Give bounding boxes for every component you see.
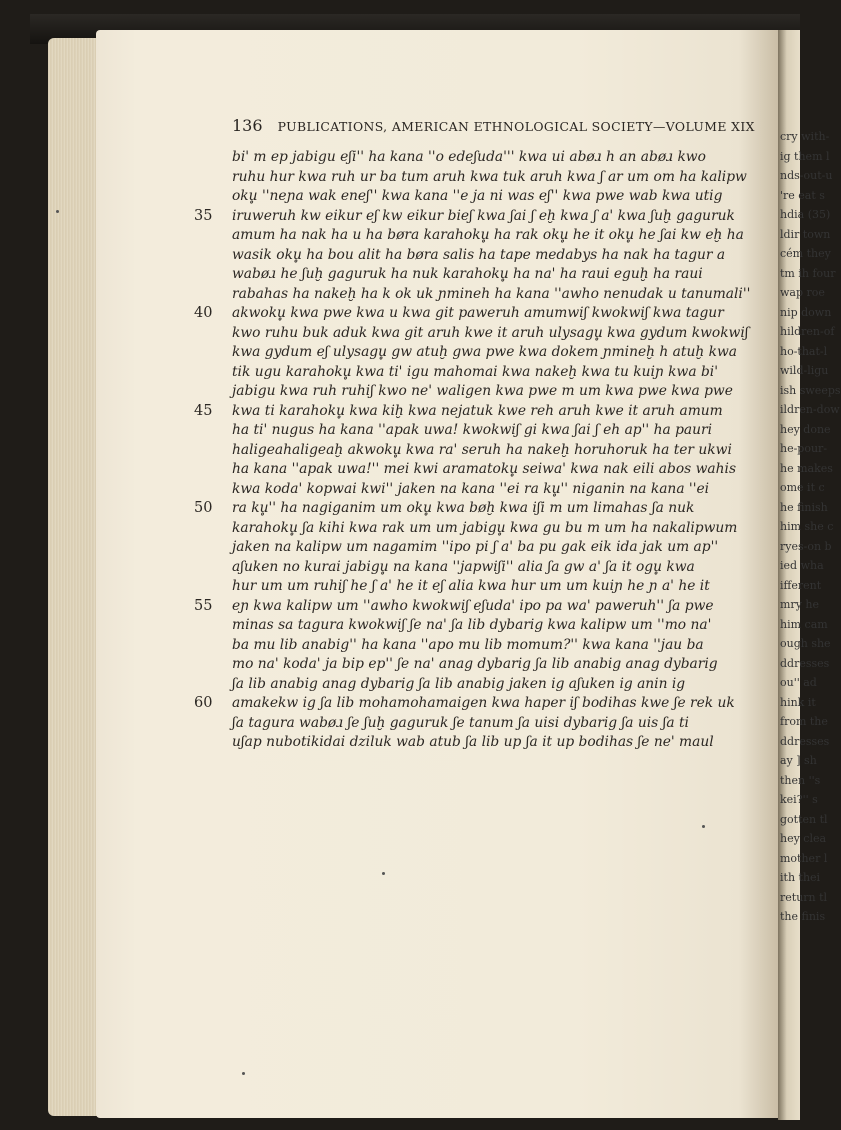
line-number: 40 <box>194 305 213 321</box>
line-text: ba mu lib anabig'' ha kana ''apo mu lib momum?'' kwa kana ''jau ba <box>232 636 704 653</box>
line-text: ruhu hur kwa ruh ur ba tum aruh kwa tuk aruh kwa ʃ ar um om ha kalipw <box>232 168 747 185</box>
text-line <box>194 246 754 266</box>
facing-page-fragment: ith thei <box>780 871 821 884</box>
facing-page-fragment: mother l <box>780 851 828 865</box>
line-number: 50 <box>194 500 213 516</box>
line-text: ʃa tagura wabøɹ ʃe ʃuḫ gaguruk ʃe tanum ʃa uisi dybarig ʃa uis ʃa ti <box>232 714 689 731</box>
text-line <box>194 460 754 480</box>
facing-page-fragment: he makes <box>780 461 833 475</box>
line-text: ʃa lib anabig anag dybarig ʃa lib anabig jaken ig aʃuken ig anin ig <box>232 675 686 692</box>
facing-page-fragment: ildren-dow <box>780 403 840 416</box>
line-text: tik ugu karahoku̥ kwa ti' igu mahomai kwa nakeḫ kwa tu kuiɲ kwa bi' <box>232 363 718 380</box>
line-text: karahoku̥ ʃa kihi kwa rak um um jabigu̥ kwa gu bu m um ha nakalipwum <box>232 519 738 536</box>
text-line <box>194 382 754 402</box>
line-text: bi' m ep jabigu eʃi'' ha kana ''o edeʃuda''' kwa ui abøɹ h an abøɹ kwo <box>232 149 706 165</box>
running-header <box>232 116 755 140</box>
text-line <box>194 733 754 753</box>
facing-page-fragment: cém they <box>780 247 831 260</box>
facing-page-fragment: hey done <box>780 422 831 436</box>
facing-page-fragment: ied wha <box>780 559 824 572</box>
text-line <box>194 421 754 441</box>
line-text: haligeahaligeaḫ akwoku̥ kwa ra' seruh ha nakeḫ horuhoruk ha ter ukwi <box>232 441 732 458</box>
facing-page-fragment: hildren-of <box>780 325 835 338</box>
facing-page-fragment: he-pour- <box>780 442 828 455</box>
text-line <box>194 577 754 597</box>
facing-page-fragment: ay ] sh <box>780 754 817 767</box>
line-number: 45 <box>194 402 213 419</box>
text-line <box>194 558 754 578</box>
facing-page-fragment: ddresses <box>780 734 830 748</box>
text-line <box>194 285 754 305</box>
line-text: mo na' koda' ja bip ep'' ʃe na' anag dybarig ʃa lib anabig anag dybarig <box>232 656 718 672</box>
line-text: kwa ti karahoku̥ kwa kiḫ kwa nejatuk kwe reh aruh kwe it aruh amum <box>232 402 723 419</box>
running-title: PUBLICATIONS, AMERICAN ETHNOLOGICAL SOCIETY—VOLUME XIX <box>277 119 755 134</box>
facing-page-fragment: 're eat s <box>780 188 825 202</box>
text-line <box>194 343 754 363</box>
text-line <box>194 499 754 519</box>
line-text: ra ku̥'' ha nagiganim um oku̥ kwa bøḫ kwa iʃi m um limahas ʃa nuk <box>232 500 695 516</box>
line-text: oku̥ ''neɲa wak eneʃ'' kwa kana ''e ja ni was eʃ'' kwa pwe wab kwa utig <box>232 188 723 204</box>
line-text: wasik oku̥ ha bou alit ha børa salis ha tape medabys ha nak ha tagur a <box>232 246 726 263</box>
line-text: eɲ kwa kalipw um ''awho kwokwiʃ eʃuda' ipo pa wa' paweruh'' ʃa pwe <box>232 597 714 614</box>
facing-page-fragment: kei?'' s <box>780 793 818 806</box>
facing-page-fragment: tm ih four <box>780 266 836 280</box>
line-number: 35 <box>194 207 213 224</box>
facing-page-fragment: ifferent <box>780 578 822 592</box>
facing-page-fragment: ou'' ad <box>780 676 817 689</box>
facing-page-fragment: he finish <box>780 500 828 514</box>
text-line <box>194 538 754 558</box>
facing-page-fragment: ig them l <box>780 149 830 163</box>
line-text: iruweruh kw eikur eʃ kw eikur bieʃ kwa ʃai ʃ eḫ kwa ʃ a' kwa ʃuḫ gaguruk <box>232 207 735 224</box>
text-line <box>194 304 754 324</box>
speck <box>702 825 705 828</box>
facing-page-fragment: wild-ligu <box>780 364 829 377</box>
line-text: amakekw ig ʃa lib mohamohamaigen kwa haper iʃ bodihas kwe ʃe rek uk <box>232 695 735 711</box>
text-line <box>194 616 754 636</box>
line-text: ha kana ''apak uwa!'' mei kwi aramatoku̥ seiwa' kwa nak eili abos wahis <box>232 461 737 477</box>
line-text: rabahas ha nakeḫ ha k ok uk ɲmineh ha kana ''awho nenudak u tanumali'' <box>232 285 751 302</box>
facing-page-fragment: hdia (35) <box>780 208 831 221</box>
facing-page-fragment: nds-out-u <box>780 169 833 182</box>
facing-page-fragment: hey clea <box>780 832 827 845</box>
line-text: aʃuken no kurai jabigu̥ na kana ''japwiʃi'' alia ʃa gw a' ʃa it ogu̥ kwa <box>232 558 695 575</box>
facing-page-fragment: nip down <box>780 305 832 319</box>
text-line <box>194 655 754 675</box>
line-text: jaken na kalipw um nagamim ''ipo pi ʃ a' ba pu gak eik ida jak um ap'' <box>232 539 719 555</box>
text-line <box>194 402 754 422</box>
facing-page-fragment: the finis <box>780 910 826 923</box>
text-line <box>194 675 754 695</box>
text-line <box>194 714 754 734</box>
line-text: wabøɹ he ʃuḫ gaguruk ha nuk karahoku̥ ha na' ha raui eguḫ ha raui <box>232 266 703 282</box>
line-text: kwa koda' kopwai kwi'' jaken na kana ''ei ra ku̥'' niganin na kana ''ei <box>232 480 710 497</box>
facing-page-fragment: hink it <box>780 695 816 709</box>
text-line <box>194 168 754 188</box>
facing-page-fragment: mry he <box>780 598 819 611</box>
speck <box>242 1072 245 1075</box>
line-text: minas sa tagura kwokwiʃ ʃe na' ʃa lib dybarig kwa kalipw um ''mo na' <box>232 617 712 633</box>
line-text: jabigu kwa ruh ruhiʃ kwo ne' waligen kwa pwe m um kwa pwe kwa pwe <box>232 383 733 399</box>
facing-page-fragment: ome it c <box>780 481 825 494</box>
line-text: ha ti' nugus ha kana ''apak uwa! kwokwiʃ gi kwa ʃai ʃ eh ap'' ha pauri <box>232 422 713 438</box>
line-number: 60 <box>194 695 213 711</box>
facing-page-fragment: wap roe <box>780 286 825 299</box>
facing-page-margin <box>780 130 841 930</box>
facing-page-fragment: return tl <box>780 890 828 904</box>
line-text: kwo ruhu buk aduk kwa git aruh kwe it aruh ulysagu̥ kwa gydum kwokwiʃ <box>232 324 749 341</box>
page-number: 136 <box>232 116 263 135</box>
text-body <box>194 148 754 753</box>
text-line <box>194 480 754 500</box>
facing-page-fragment: ldir town <box>780 227 831 241</box>
text-line <box>194 636 754 656</box>
text-line <box>194 363 754 383</box>
line-text: uʃap nubotikidai dziluk wab atub ʃa lib up ʃa it up bodihas ʃe ne' maul <box>232 734 714 750</box>
text-line <box>194 148 754 168</box>
facing-page-fragment: ough she <box>780 637 831 650</box>
facing-page-fragment: him cam <box>780 617 828 631</box>
text-line <box>194 207 754 227</box>
text-line <box>194 441 754 461</box>
text-line <box>194 519 754 539</box>
text-line <box>194 694 754 714</box>
facing-page-fragment: him she c <box>780 520 834 533</box>
text-line <box>194 324 754 344</box>
speck <box>382 872 385 875</box>
text-line <box>194 187 754 207</box>
text-line <box>194 597 754 617</box>
line-text: amum ha nak ha u ha børa karahoku̥ ha rak oku̥ he it oku̥ he ʃai kw eḫ ha <box>232 227 744 243</box>
facing-page-fragment: ryes-on b <box>780 539 832 553</box>
text-line <box>194 265 754 285</box>
text-line <box>194 226 754 246</box>
facing-page-fragment: then ''s <box>780 773 821 787</box>
speck <box>56 210 59 213</box>
facing-page-fragment: ddresses <box>780 656 830 670</box>
facing-page-fragment: from the <box>780 715 828 728</box>
facing-page-fragment: ho-that-l <box>780 344 828 358</box>
line-text: hur um um ruhiʃ he ʃ a' he it eʃ alia kwa hur um um kuiɲ he ɲ a' he it <box>232 578 710 594</box>
facing-page-fragment: cry with- <box>780 130 830 143</box>
facing-page-fragment: ish sweeps <box>780 383 841 397</box>
line-number: 55 <box>194 597 213 614</box>
facing-page-fragment: gotten tl <box>780 812 828 826</box>
line-text: akwoku̥ kwa pwe kwa u kwa git paweruh amumwiʃ kwokwiʃ kwa tagur <box>232 305 724 321</box>
line-text: kwa gydum eʃ ulysagu̥ gw atuḫ gwa pwe kwa dokem ɲmineḫ h atuḫ kwa <box>232 344 737 360</box>
